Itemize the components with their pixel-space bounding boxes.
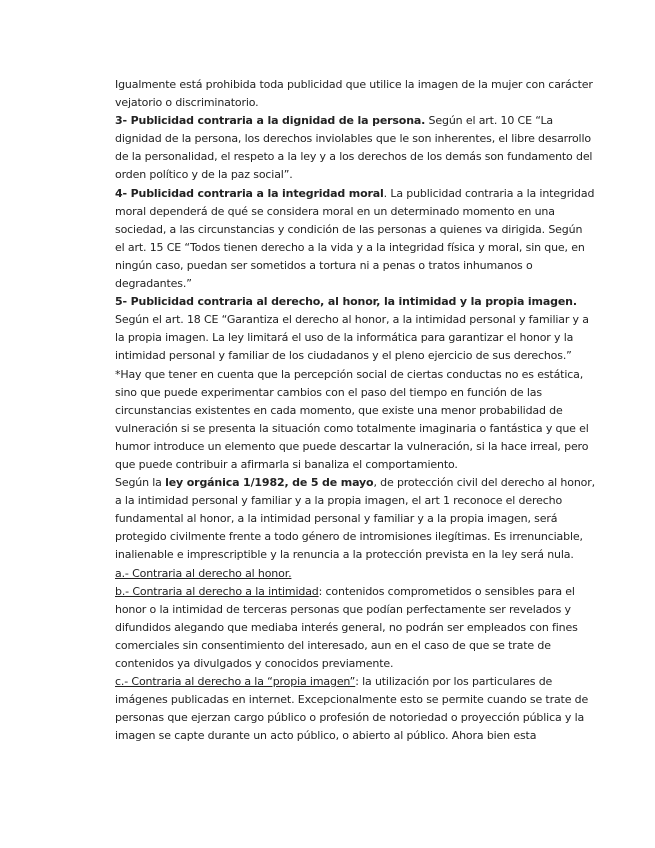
paragraph-dignidad	[115, 112, 595, 184]
section-heading-dignidad: 3- Publicidad contraria a la dignidad de la persona.	[115, 114, 426, 128]
paragraph-mujer	[115, 76, 595, 112]
paragraph-ley-organica	[115, 474, 595, 564]
paragraph-text: Según el art. 10 CE “La dignidad de la persona, los derechos inviolables que le son inherentes, el libre desarrollo de la personalidad, el respeto a la ley y a los derechos de los demás son fundamento del orden político y de la paz social”.	[115, 114, 593, 182]
paragraph-text: , de protección civil del derecho al honor, a la intimidad personal y familiar y a la propia imagen, el art 1 reconoce el derecho fundamental al honor, a la intimidad personal y familiar y a la propia imagen, será protegido civilmente frente a todo género de intromisiones ilegítimas. Es irrenunciable, inalienable e imprescriptible y la renuncia a la protección prevista en la ley será nula.	[115, 476, 595, 562]
paragraph-note	[115, 366, 595, 475]
section-heading-honor: 5- Publicidad contraria al derecho, al honor, la intimidad y la propia imagen.	[115, 295, 577, 309]
subsection-heading-c: c.- Contraria al derecho a la “propia imagen”	[115, 675, 356, 689]
paragraph-text: *Hay que tener en cuenta que la percepción social de ciertas conductas no es estática, sino que puede experimentar cambios con el paso del tiempo en función de las circunstancias existentes en cada momento, que existe una menor probabilidad de vulneración si se presenta la situación como totalmente imaginaria o fantástica y que el humor introduce un elemento que puede descartar la vulneración, si la hace irreal, pero que puede contribuir a afirmarla si banaliza el comportamiento.	[115, 367, 589, 471]
document-body	[115, 76, 595, 745]
paragraph-text: : la utilización por los particulares de imágenes publicadas en internet. Excepcionalmente esto se permite cuando se trate de personas que ejerzan cargo público o profesión de notoriedad o proyección pública y la imagen se capte durante un acto público, o abierto al público. Ahora bien esta	[115, 675, 589, 743]
paragraph-text: . La publicidad contraria a la integridad moral dependerá de qué se considera moral en un determinado momento en una sociedad, a las circunstancias y condición de las personas a quienes va dirigida. Según el art. 15 CE “Todos tienen derecho a la vida y a la integridad física y moral, sin que, en ningún caso, puedan ser sometidos a tortura ni a penas o tratos inhumanos o degradantes.”	[115, 186, 595, 291]
paragraph-text: Según la	[115, 476, 166, 490]
subsection-heading-a: a.- Contraria al derecho al honor.	[115, 566, 292, 580]
paragraph-integridad	[115, 185, 595, 294]
paragraph-text: : contenidos comprometidos o sensibles para el honor o la intimidad de terceras personas que podían perfectamente ser revelados y difundidos alegando que mediaba interés general, no podrán ser empleados con fines comerciales sin consentimiento del interesado, aun en el caso de que se trate de contenidos ya divulgados y conocidos previamente.	[115, 584, 578, 670]
subsection-heading-b: b.- Contraria al derecho a la intimidad	[115, 584, 319, 598]
subsection-imagen	[115, 673, 595, 745]
law-reference: ley orgánica 1/1982, de 5 de mayo	[165, 476, 374, 490]
subsection-intimidad	[115, 583, 595, 673]
paragraph-text: Igualmente está prohibida toda publicidad que utilice la imagen de la mujer con carácter vejatorio o discriminatorio.	[115, 78, 593, 110]
section-heading-integridad: 4- Publicidad contraria a la integridad moral	[115, 186, 384, 200]
paragraph-text: Según el art. 18 CE “Garantiza el derecho al honor, a la intimidad personal y familiar y a la propia imagen. La ley limitará el uso de la informática para garantizar el honor y la intimidad personal y familiar de los ciudadanos y el pleno ejercicio de sus derechos.”	[115, 313, 589, 363]
subsection-honor	[115, 565, 595, 583]
paragraph-honor	[115, 293, 595, 365]
